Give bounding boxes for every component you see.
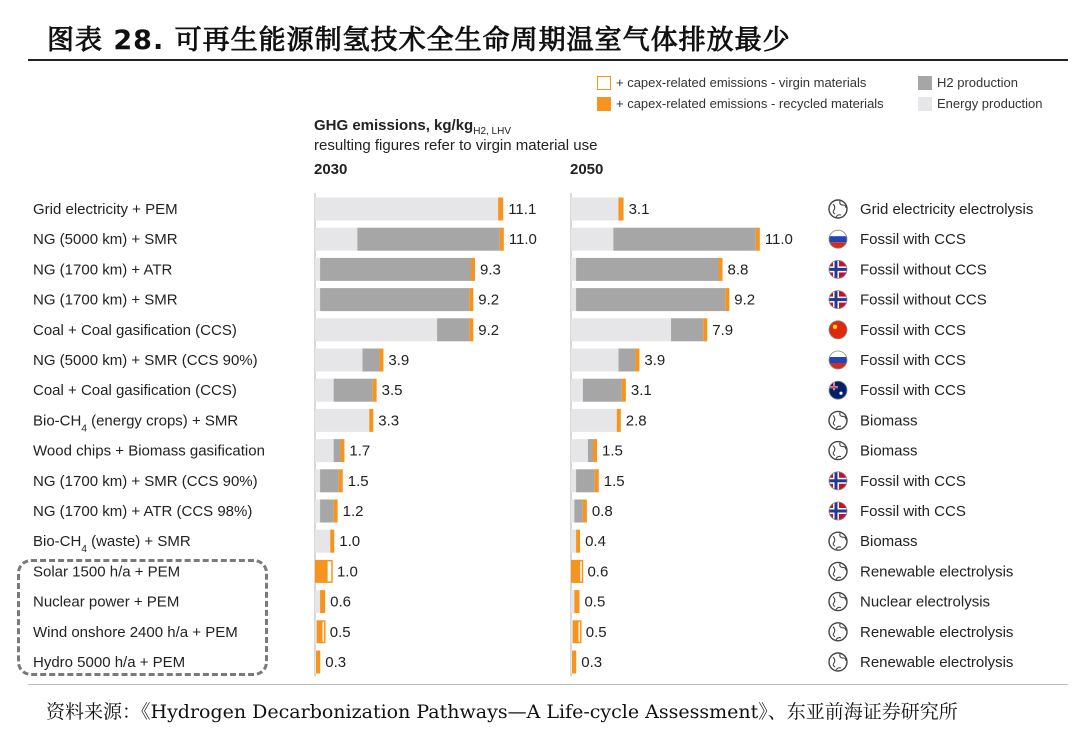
virgin-capex-bar [322,621,325,643]
energy-bar [571,409,617,432]
value-label: 11.1 [508,201,537,218]
russia-flag-icon [829,230,847,248]
pathway-label: Nuclear electrolysis [860,593,991,611]
norway-flag-icon [829,472,847,490]
row-label: Bio-$CH_4$ (waste) + SMR [33,533,191,555]
energy-bar [571,288,576,311]
virgin-capex-bar [327,561,332,583]
virgin-capex-bar [579,561,582,583]
h2-bar [671,318,703,341]
recycled-capex-bar [576,530,580,553]
energy-bar [571,500,574,523]
value-label: 1.5 [347,472,369,490]
row-label: NG (1700 km) + SMR (CCS 90%) [33,472,258,490]
value-label: 11.0 [764,231,793,249]
value-label: 3.3 [378,412,400,430]
globe-icon [829,411,847,429]
energy-bar [315,198,498,221]
energy-bar [571,620,573,643]
globe-icon [829,623,847,641]
value-label: 9.2 [478,291,500,309]
recycled-capex-bar [593,439,597,462]
value-label: 9.3 [480,261,501,279]
recycled-capex-bar [320,590,325,613]
pathway-label: Fossil with CCS [860,472,966,490]
source-note: 资料来源：《Hydrogen Decarbonization Pathways—A Life-cycle Assessment》、东亚前海证券研究所 [46,701,958,723]
h2-bar [576,469,595,492]
energy-bar [315,288,320,311]
value-label: 3.9 [388,352,410,369]
pathway-label: Renewable electrolysis [860,623,1014,641]
recycled-capex-bar [500,228,504,251]
energy-bar [315,379,334,402]
globe-icon [829,442,847,460]
recycled-capex-bar [316,651,320,674]
globe-icon [829,593,847,611]
norway-flag-icon [829,260,847,278]
value-label: 1.7 [349,442,371,460]
recycled-capex-bar [622,379,626,402]
value-label: 0.5 [329,623,351,641]
value-label: 3.1 [628,201,650,218]
globe-icon [829,562,847,580]
value-label: 3.5 [381,382,403,400]
recycled-capex-bar [469,288,473,311]
page-title: 图表 28. 可再生能源制氢技术全生命周期温室气体排放最少 [47,25,791,56]
energy-bar [315,500,320,523]
value-label: 3.9 [644,352,666,369]
year-2050-label: 2050 [570,161,604,178]
value-label: 0.6 [330,593,352,611]
energy-bar [571,469,576,492]
recycled-capex-bar [339,469,343,492]
h2-bar [362,349,379,372]
energy-bar [571,439,588,462]
russia-flag-icon [829,351,847,369]
pathway-label: Fossil with CCS [860,321,966,339]
energy-bar [571,379,583,402]
value-label: 9.2 [478,321,500,339]
value-label: 0.5 [584,593,606,611]
value-label: 0.8 [591,503,613,520]
row-label: Wood chips + Biomass gasification [33,442,265,460]
row-label: Solar 1500 h/a + PEM [33,563,181,581]
recycled-capex-bar [373,379,377,402]
globe-icon [829,200,847,218]
pathway-label: Biomass [860,442,918,460]
recycled-capex-bar [317,620,322,643]
energy-bar [571,530,576,553]
year-2030-label: 2030 [314,161,348,178]
pathway-label: Renewable electrolysis [860,654,1014,671]
energy-bar [571,590,574,613]
norway-flag-icon [829,502,847,520]
energy-bar [315,651,316,674]
pathway-label: Grid electricity electrolysis [860,201,1034,218]
recycled-capex-bar [617,409,621,432]
legend-energy-label: Energy production [937,96,1043,111]
recycled-capex-bar [583,500,587,523]
value-label: 7.9 [712,321,734,339]
pathway-label: Biomass [860,412,918,430]
value-label: 1.0 [339,533,361,551]
energy-bar [315,620,317,643]
recycled-capex-bar [703,318,707,341]
row-label: Coal + Coal gasification (CCS) [33,321,237,339]
row-label: Hydro 5000 h/a + PEM [33,654,186,671]
value-label: 9.2 [734,291,756,309]
virgin-capex-bar [578,621,581,643]
pathway-label: Renewable electrolysis [860,563,1014,581]
pathway-label: Fossil without CCS [860,291,987,309]
recycled-capex-bar [571,560,579,583]
energy-bar [315,469,320,492]
renewable-highlight-box [17,559,268,676]
value-label: 0.4 [585,533,606,551]
recycled-capex-bar [618,198,623,221]
h2-bar [618,349,635,372]
h2-bar [357,228,499,251]
value-label: 2.8 [625,412,647,430]
recycled-capex-bar [719,258,723,281]
recycled-capex-bar [379,349,383,372]
energy-bar [571,228,613,251]
recycled-capex-bar [595,469,599,492]
energy-bar [315,318,437,341]
row-label: NG (5000 km) + SMR [33,231,178,249]
recycled-capex-bar [635,349,639,372]
value-label: 0.3 [325,654,347,671]
recycled-capex-bar [725,288,729,311]
recycled-capex-bar [498,198,503,221]
h2-bar [613,228,755,251]
recycled-capex-bar [574,590,579,613]
h2-bar [437,318,469,341]
norway-flag-icon [829,291,847,309]
energy-bar [315,228,357,251]
energy-bar [315,530,330,553]
energy-bar [571,318,671,341]
value-label: 3.1 [630,382,652,400]
recycled-capex-bar [334,500,338,523]
pathway-label: Fossil with CCS [860,382,966,400]
recycled-capex-bar [330,530,334,553]
value-label: 11.0 [508,231,537,249]
globe-icon [829,532,847,550]
pathway-label: Fossil with CCS [860,503,966,520]
row-label: NG (1700 km) + SMR [33,291,178,309]
pathway-label: Fossil with CCS [860,352,966,369]
h2-bar [320,288,469,311]
h2-bar [334,379,373,402]
recycled-capex-bar [572,651,576,674]
recycled-capex-bar [573,620,578,643]
chart-note: resulting figures refer to virgin material use [314,137,598,154]
globe-icon [829,653,847,671]
legend-h2-label: H2 production [937,75,1018,90]
h2-bar [576,258,718,281]
energy-bar [315,590,320,613]
row-label: Coal + Coal gasification (CCS) [33,382,237,400]
value-label: 0.6 [587,563,609,581]
legend-virgin-label: + capex-related emissions - virgin materials [616,75,867,90]
row-label: Grid electricity + PEM [33,201,178,218]
unit-subscript: H2, LHV [473,126,512,137]
pathway-label: Biomass [860,533,918,551]
legend-recycled-label: + capex-related emissions - recycled materials [616,96,884,111]
value-label: 0.5 [585,623,607,641]
recycled-capex-bar [340,439,344,462]
h2-bar [320,258,471,281]
row-label: Nuclear power + PEM [33,593,180,611]
energy-bar [315,439,334,462]
h2-bar [334,439,341,462]
recycled-capex-bar [369,409,373,432]
row-label: NG (5000 km) + SMR (CCS 90%) [33,352,258,369]
china-flag-icon [829,321,847,339]
energy-bar [571,258,576,281]
energy-bar [571,349,618,372]
h2-bar [574,500,582,523]
recycled-capex-bar [315,560,327,583]
energy-bar [571,198,618,221]
h2-bar [576,288,725,311]
row-label: Wind onshore 2400 h/a + PEM [33,623,238,641]
value-label: 1.5 [603,472,625,490]
recycled-capex-bar [471,258,475,281]
value-label: 0.3 [581,654,603,671]
h2-bar [583,379,622,402]
recycled-capex-bar [756,228,760,251]
australia-flag-icon [829,381,847,399]
energy-bar [315,409,369,432]
pathway-label: Fossil with CCS [860,231,966,249]
value-label: 1.5 [602,442,623,460]
row-label: NG (1700 km) + ATR [33,261,173,279]
value-label: 8.8 [727,261,749,279]
value-label: 1.2 [342,503,364,520]
energy-bar [571,651,572,674]
unit-main: GHG emissions, kg/kg [314,117,474,134]
row-label: NG (1700 km) + ATR (CCS 98%) [33,503,253,520]
h2-bar [320,500,334,523]
energy-bar [315,258,320,281]
row-label: Bio-$CH_4$ (energy crops) + SMR [33,412,239,434]
energy-bar [315,349,362,372]
recycled-capex-bar [469,318,473,341]
source-divider [28,684,1068,685]
h2-bar [320,469,339,492]
pathway-label: Fossil without CCS [860,261,987,279]
h2-bar [588,439,593,462]
value-label: 1.0 [336,563,358,581]
